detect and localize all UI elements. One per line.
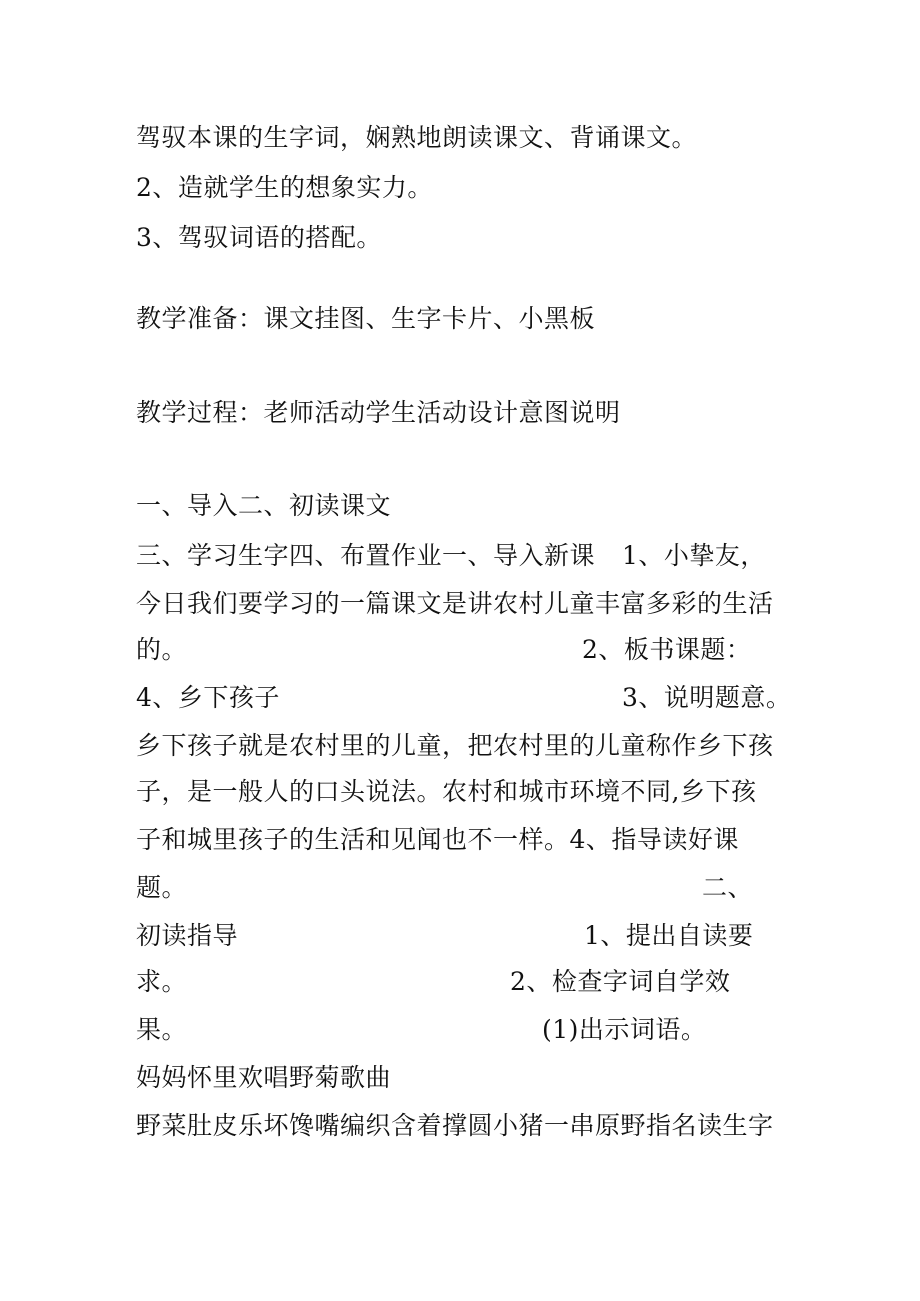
text-segment: 三、学习生字四、布置作业一、导入新课 — [136, 541, 596, 570]
text-segment: 2、检查字词自学效 — [510, 967, 731, 996]
text-segment: 1、提出自读要 — [584, 921, 754, 950]
text-line: 今日我们要学习的一篇课文是讲农村儿童丰富多彩的生活 — [136, 589, 774, 618]
text-line: 驾驭本课的生字词，娴熟地朗读课文、背诵课文。 — [136, 123, 698, 152]
text-segment: 4、乡下孩子 — [136, 683, 280, 712]
text-segment: 题。 — [136, 873, 188, 902]
text-segment: 3、说明题意。 — [622, 683, 792, 712]
text-segment: 2、板书课题： — [582, 635, 752, 664]
text-segment: 1、小挚友， — [622, 541, 766, 570]
text-line: 子，是一般人的口头说法。农村和城市环境不同,乡下孩 — [136, 777, 757, 806]
text-segment: 果。 — [136, 1015, 188, 1044]
text-line: 一、导入二、初读课文 — [136, 491, 392, 520]
text-segment: 求。 — [136, 967, 188, 996]
text-segment: 初读指导 — [136, 921, 239, 950]
text-line: 3、驾驭词语的搭配。 — [136, 223, 382, 252]
teaching-preparation-line: 教学准备：课文挂图、生字卡片、小黑板 — [136, 304, 596, 333]
text-segment: 二、 — [702, 873, 754, 902]
text-line: 2、造就学生的想象实力。 — [136, 173, 433, 202]
text-line: 子和城里孩子的生活和见闻也不一样。4、指导读好课 — [136, 825, 739, 854]
text-line: 乡下孩子就是农村里的儿童，把农村里的儿童称作乡下孩 — [136, 731, 774, 760]
text-line: 野菜肚皮乐坏馋嘴编织含着撑圆小猪一串原野指名读生字 — [136, 1111, 774, 1140]
text-segment: 的。 — [136, 635, 188, 664]
text-line: 妈妈怀里欢唱野菊歌曲 — [136, 1063, 392, 1092]
teaching-process-line: 教学过程：老师活动学生活动设计意图说明 — [136, 398, 621, 427]
text-segment: (1)出示词语。 — [542, 1015, 707, 1044]
